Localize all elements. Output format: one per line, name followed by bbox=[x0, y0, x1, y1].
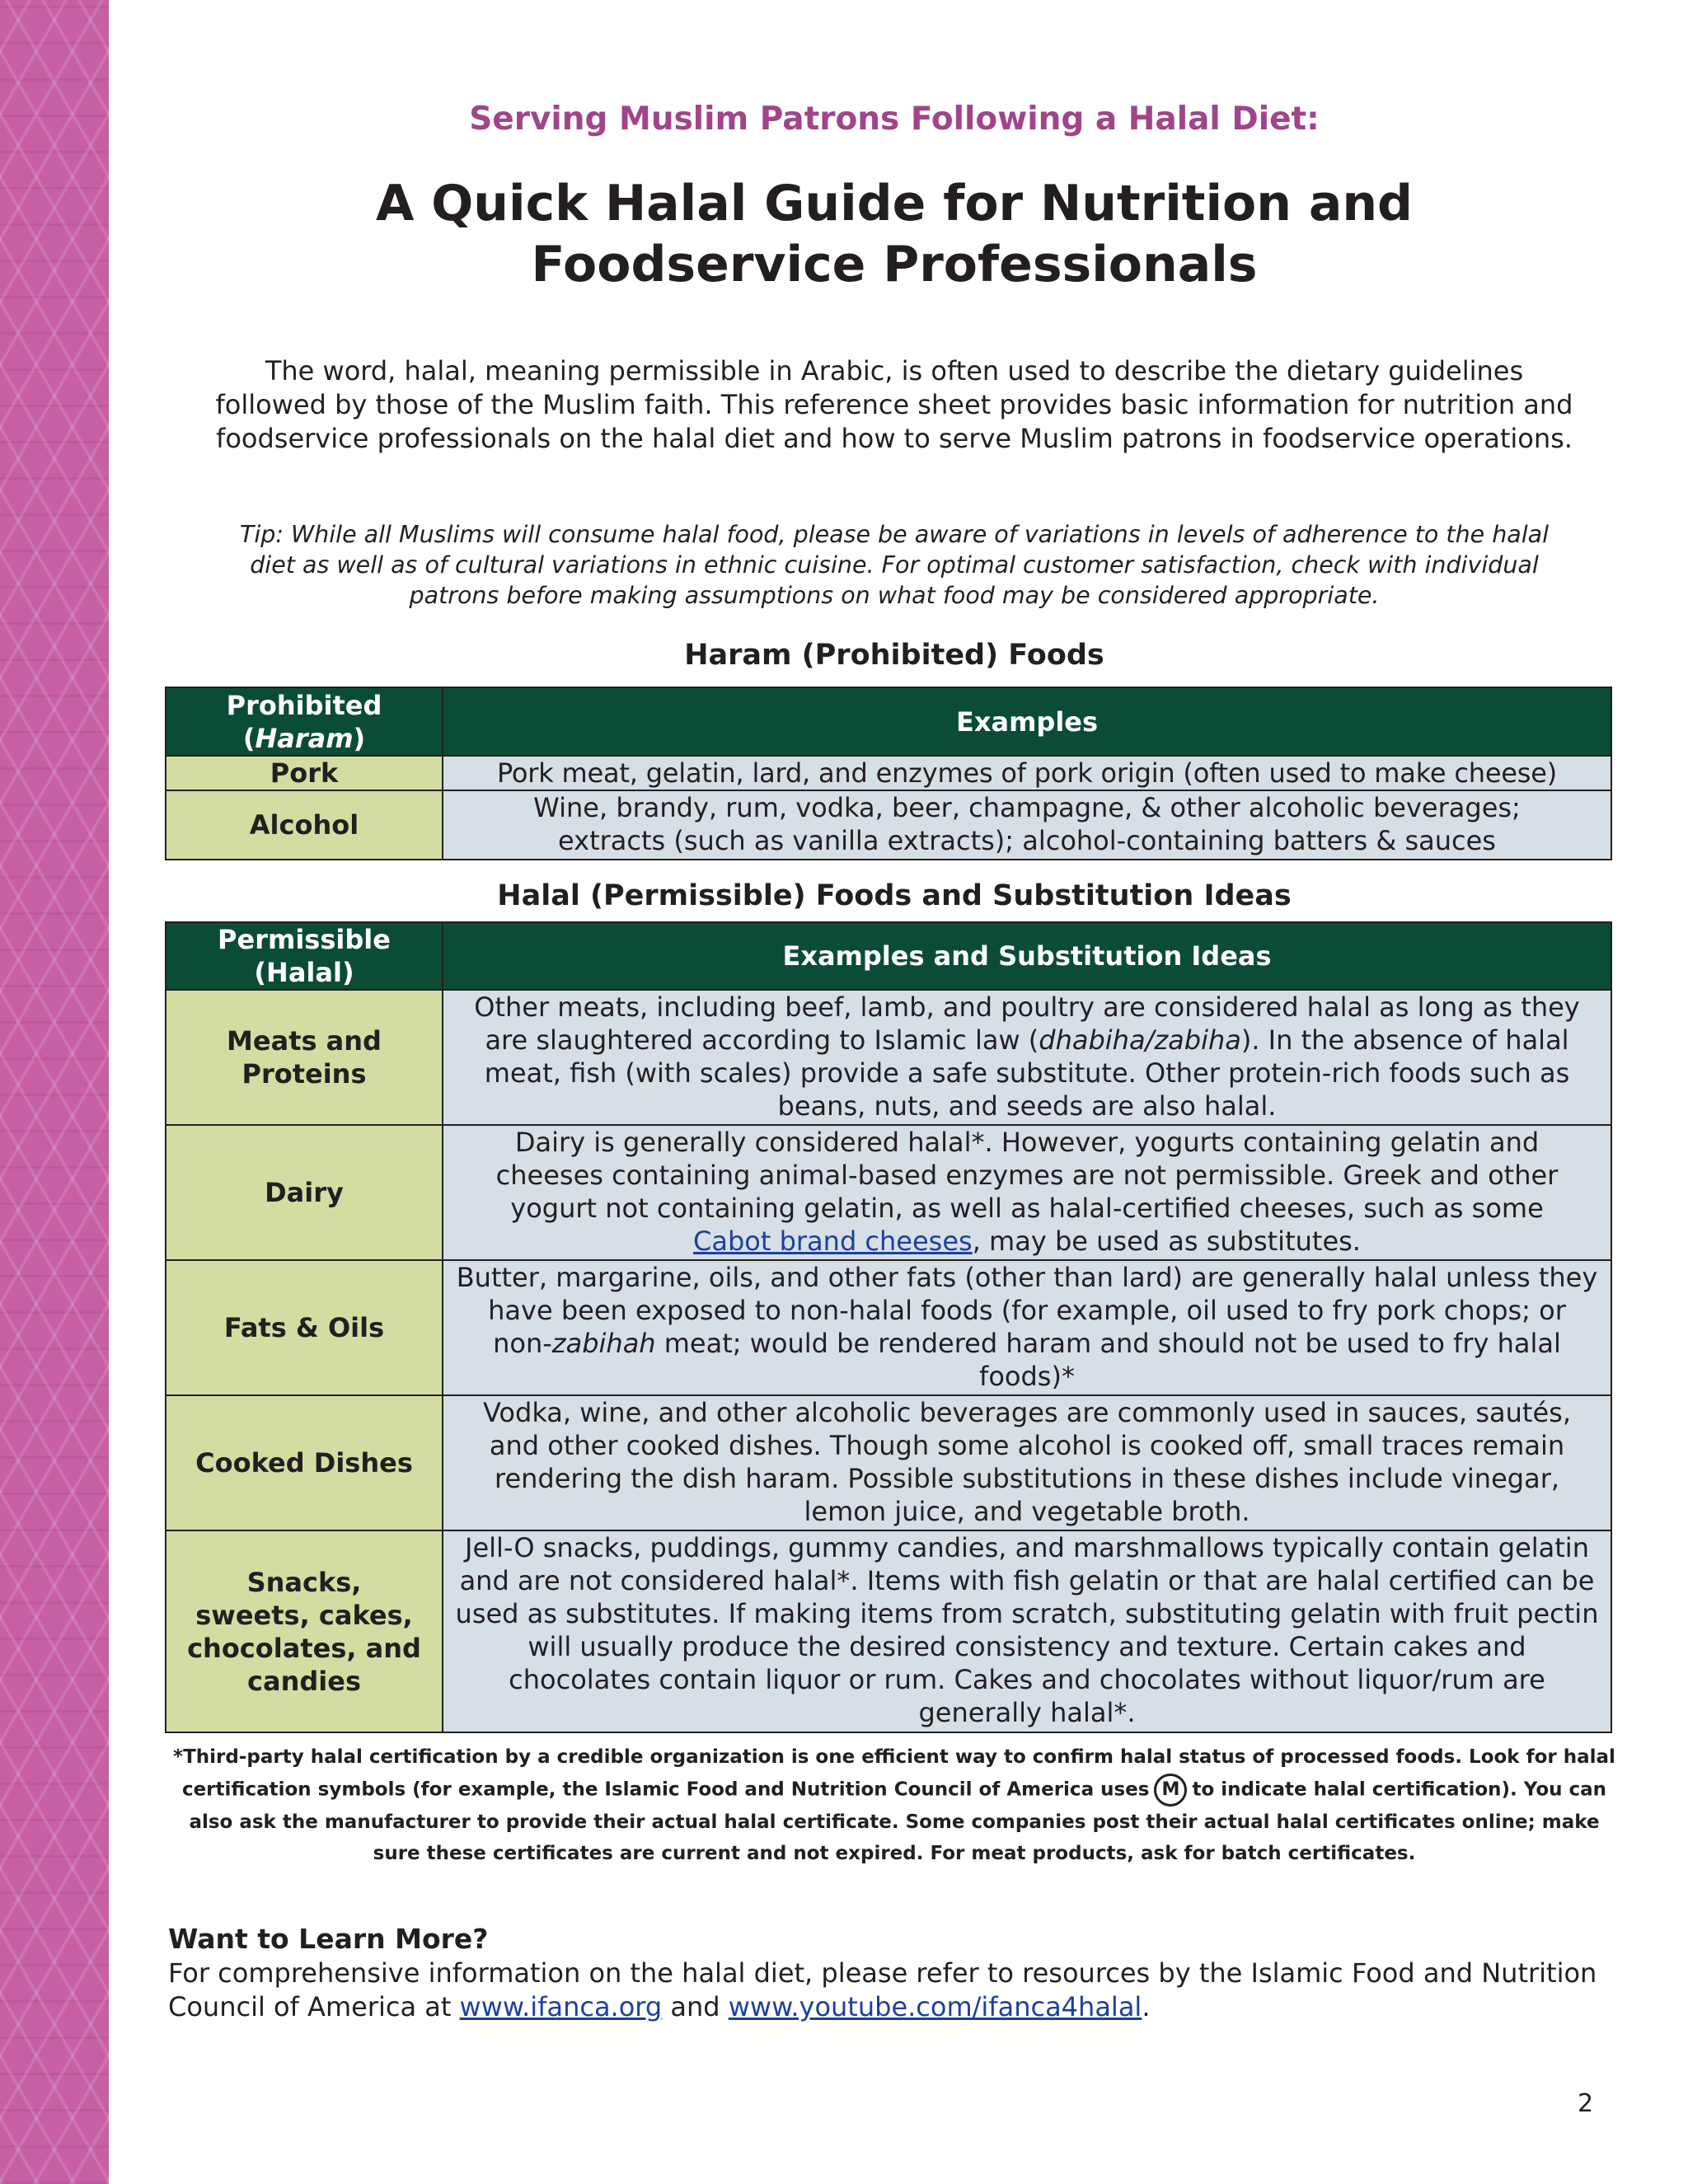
tip-paragraph: Tip: While all Muslims will consume halal food, please be aware of variations in levels of adherence to the halal diet as well as of cultural variations in ethnic cuisine. For optimal customer satisfaction, check with individual patrons before making assumptions on what food may be considered appropriate. bbox=[239, 521, 1550, 609]
table-row bbox=[166, 990, 1611, 1125]
halal-category-dairy: Dairy bbox=[166, 1125, 443, 1260]
halal-examples-cooked: Vodka, wine, and other alcoholic beverages are commonly used in sauces, sautés, and other cooked dishes. Though some alcohol is cooked off, small traces remain rendering the dish haram. Possible substitutions in these dishes include vinegar, lemon juice, and vegetable broth. bbox=[443, 1395, 1611, 1530]
learn-more-heading: Want to Learn More? bbox=[168, 1923, 489, 1955]
cabot-cheeses-link[interactable]: Cabot brand cheeses bbox=[693, 1226, 973, 1257]
ifanca-website-link[interactable]: www.ifanca.org bbox=[459, 1991, 663, 2022]
table-row bbox=[166, 790, 1611, 860]
learn-more-text: For comprehensive information on the halal diet, please refer to resources by the Islamic Food and Nutrition Council of America at www.ifanca.org and www.youtube.com/ifanca4halal. bbox=[168, 1957, 1597, 2022]
table-row bbox=[166, 1125, 1611, 1260]
halal-col2-header: Examples and Substitution Ideas bbox=[443, 922, 1611, 990]
haram-table-header bbox=[166, 687, 1611, 756]
table-row bbox=[166, 1395, 1611, 1530]
halal-col1-header: Permissible (Halal) bbox=[166, 922, 443, 990]
halal-examples-meats: Other meats, including beef, lamb, and poultry are considered halal as long as they are slaughtered according to Islamic law (dhabiha/zabiha). In the absence of halal meat, fish (with scales) provide a safe substitute. Other protein-rich foods such as beans, nuts, and seeds are also halal. bbox=[443, 990, 1611, 1125]
halal-category-meats: Meats and Proteins bbox=[166, 990, 443, 1125]
title-line-2: Foodservice Professionals bbox=[531, 236, 1258, 293]
table-row bbox=[166, 1530, 1611, 1732]
table-row bbox=[166, 1260, 1611, 1395]
haram-examples-pork: Pork meat, gelatin, lard, and enzymes of pork origin (often used to make cheese) bbox=[443, 756, 1611, 790]
decorative-side-band bbox=[0, 0, 109, 2184]
halal-category-snacks: Snacks, sweets, cakes, chocolates, and candies bbox=[166, 1530, 443, 1732]
ifanca-youtube-link[interactable]: www.youtube.com/ifanca4halal bbox=[728, 1991, 1142, 2022]
page-number: 2 bbox=[1578, 2089, 1594, 2118]
page-title bbox=[165, 173, 1624, 295]
intro-paragraph: The word, halal, meaning permissible in Arabic, is often used to describe the dietary guidelines followed by those of the Muslim faith. This reference sheet provides basic information for nutrition and foodservice professionals on the halal diet and how to serve Muslim patrons in foodservice operations. bbox=[215, 355, 1573, 454]
title-line-1: A Quick Halal Guide for Nutrition and bbox=[375, 175, 1414, 232]
haram-category-alcohol: Alcohol bbox=[166, 790, 443, 860]
certification-footnote: *Third-party halal certification by a credible organization is one efficient way to confirm halal status of processed foods. Look for halal certification symbols (for example, the Islamic Food and Nutrition Council of America uses M to indicate halal certification). You can also ask the manufacturer to provide their actual halal certificate. Some companies post their actual halal certificates online; make sure these certificates are current and not expired. For meat products, ask for batch certificates. bbox=[173, 1746, 1615, 1864]
halal-examples-snacks: Jell-O snacks, puddings, gummy candies, and marshmallows typically contain gelatin and are not considered halal*. Items with fish gelatin or that are halal certified can be used as substitutes. If making items from scratch, substituting gelatin with fruit pectin will usually produce the desired consistency and texture. Certain cakes and chocolates contain liquor or rum. Cakes and chocolates without liquor/rum are generally halal*. bbox=[443, 1530, 1611, 1732]
halal-examples-dairy: Dairy is generally considered halal*. However, yogurts containing gelatin and cheeses containing animal-based enzymes are not permissible. Greek and other yogurt not containing gelatin, as well as halal-certified cheeses, such as some Cabot brand cheeses, may be used as substitutes. bbox=[443, 1125, 1611, 1260]
haram-category-pork: Pork bbox=[166, 756, 443, 790]
page-kicker: Serving Muslim Patrons Following a Halal Diet: bbox=[469, 101, 1320, 138]
haram-section-title: Haram (Prohibited) Foods bbox=[684, 639, 1104, 672]
halal-category-cooked: Cooked Dishes bbox=[166, 1395, 443, 1530]
halal-section-title: Halal (Permissible) Foods and Substitution Ideas bbox=[497, 879, 1292, 912]
halal-certified-m-icon: M bbox=[1154, 1774, 1187, 1807]
table-row bbox=[166, 756, 1611, 790]
haram-col2-header: Examples bbox=[443, 687, 1611, 756]
halal-table bbox=[165, 921, 1612, 1733]
haram-examples-alcohol: Wine, brandy, rum, vodka, beer, champagne, & other alcoholic beverages; extracts (such as vanilla extracts); alcohol-containing batters & sauces bbox=[443, 790, 1611, 860]
haram-col1-header: Prohibited (Haram) bbox=[166, 687, 443, 756]
halal-examples-fats: Butter, margarine, oils, and other fats (other than lard) are generally halal unless they have been exposed to non-halal foods (for example, oil used to fry pork chops; or non-zabihah meat; would be rendered haram and should not be used to fry halal foods)* bbox=[443, 1260, 1611, 1395]
halal-category-fats: Fats & Oils bbox=[166, 1260, 443, 1395]
haram-table bbox=[165, 687, 1612, 860]
halal-table-header bbox=[166, 922, 1611, 990]
